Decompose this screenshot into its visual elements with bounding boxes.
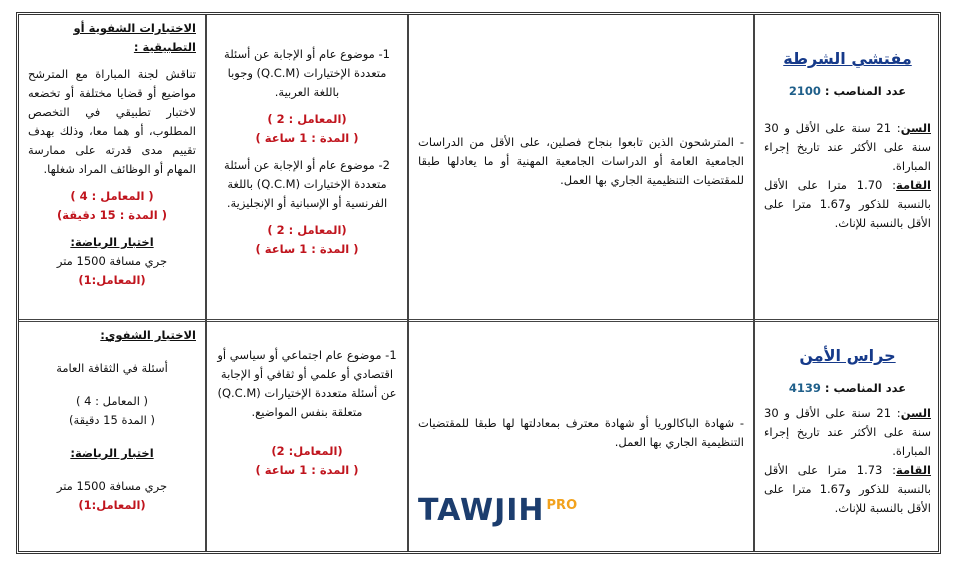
oral-exam-duration: ( المدة 15 دقيقة) [68,413,156,427]
height-label: القامة [896,463,931,477]
age-text: : 21 سنة على الأقل و 30 سنة على الأكثر عند تاريخ إجراء المباراة. [764,406,931,458]
sport-test-coefficient: (المعامل:1) [78,273,146,287]
height-text: : 1.70 مترا على الأقل بالنسبة للذكور و1.67 مترا على الأقل بالنسبة للإناث. [764,178,931,230]
age-text: : 21 سنة على الأقل و 30 سنة على الأكثر عند تاريخ إجراء المباراة. [764,121,931,173]
oral-exams-cell-row2 [19,322,205,551]
oral-exams-coefficient: ( المعامل : 4 ) [70,189,154,203]
written-exam-item-1-coefficient: (المعامل : 2 ) [267,112,347,126]
oral-exam-coefficient: ( المعامل : 4 ) [75,394,149,408]
sport-test-description: جري مسافة 1500 متر [56,479,168,493]
positions-count-value: 4139 [788,381,821,395]
sport-test-coefficient: (المعامل:1) [78,498,146,512]
written-exams-cell-row2 [207,322,407,551]
oral-exam-header: الاختبار الشفوي: [100,328,196,342]
written-exams-cell-row1 [207,15,407,319]
oral-exams-duration: ( المدة : 15 دقيقة) [57,208,167,222]
sport-test-description: جري مسافة 1500 متر [56,254,168,268]
written-exam-item-1-duration: ( المدة : 1 ساعة ) [255,131,359,145]
age-requirement [764,404,931,461]
oral-exams-header: الاختبارات الشفوية أو التطبيقية : [73,21,196,54]
positions-count-label: عدد المناصب : [824,381,907,395]
written-exam-item-1-duration: ( المدة : 1 ساعة ) [255,463,359,477]
sport-test-header: اختبار الرياضة: [70,446,154,460]
positions-count [764,82,931,101]
age-requirement [764,119,931,176]
age-label: السن [900,406,931,420]
post-title: حراس الأمن [799,346,896,365]
oral-exam-description: أسئلة في الثقافة العامة [56,361,168,375]
eligibility-conditions: - شهادة الباكالوريا أو شهادة معترف بمعادلتها لها طبقا للمقتضيات التنظيمية الجاري بها العمل. [418,416,744,449]
height-label: القامة [896,178,931,192]
height-requirement [764,176,931,233]
positions-count-label: عدد المناصب : [824,84,907,98]
written-exam-item-1-coefficient: (المعامل: 2) [271,444,343,458]
written-exam-item-2-duration: ( المدة : 1 ساعة ) [255,242,359,256]
height-requirement [764,461,931,518]
oral-exams-description: تناقش لجنة المباراة مع المترشح مواضيع أو قضايا مختلفة أو تخضعه لاختبار تطبيقي في التخصص المطلوب، أو هما معا، وذلك بهدف تقييم مدى قدرته على ممارسة المهام أو الوظائف المراد شغلها. [28,67,196,176]
logo-main-text: TAWJIH [418,493,545,528]
age-label: السن [900,121,931,135]
post-cell-row1 [755,15,940,319]
written-exam-item-2: 2- موضوع عام أو الإجابة عن أسئلة متعددة الإختيارات (Q.C.M) باللغة الفرنسية أو الإسبانية أو الإنجليزية. [224,158,390,210]
post-cell-row2 [755,322,940,551]
written-exam-item-2-coefficient: (المعامل : 2 ) [267,223,347,237]
conditions-cell-row1 [409,15,753,319]
oral-exams-cell-row1 [19,15,205,319]
sport-test-header: اختبار الرياضة: [70,235,154,249]
recruitment-table [16,12,941,554]
written-exam-item-1: 1- موضوع عام اجتماعي أو سياسي أو اقتصادي أو علمي أو ثقافي أو الإجابة عن أسئلة متعددة الإختيارات (Q.C.M) متعلقة بنفس المواضيع. [217,348,397,419]
positions-count-value: 2100 [788,84,821,98]
height-text: : 1.73 مترا على الأقل بالنسبة للذكور و1.67 مترا على الأقل بالنسبة للإناث. [764,463,931,515]
post-title: مفتشي الشرطة [783,49,912,68]
positions-count [764,379,931,398]
tawjih-pro-logo [418,494,577,528]
written-exam-item-1: 1- موضوع عام أو الإجابة عن أسئلة متعددة الإختيارات (Q.C.M) وجوبا باللغة العربية. [224,47,390,99]
eligibility-conditions: - المترشحون الذين تابعوا بنجاح فصلين، على الأقل من الدراسات الجامعية العامة أو الدراسات الجامعية المهنية أو ما يعادلها طبقا للمقتضيات التنظيمية الجاري بها العمل. [418,135,744,187]
logo-sub-text: PRO [546,498,578,513]
